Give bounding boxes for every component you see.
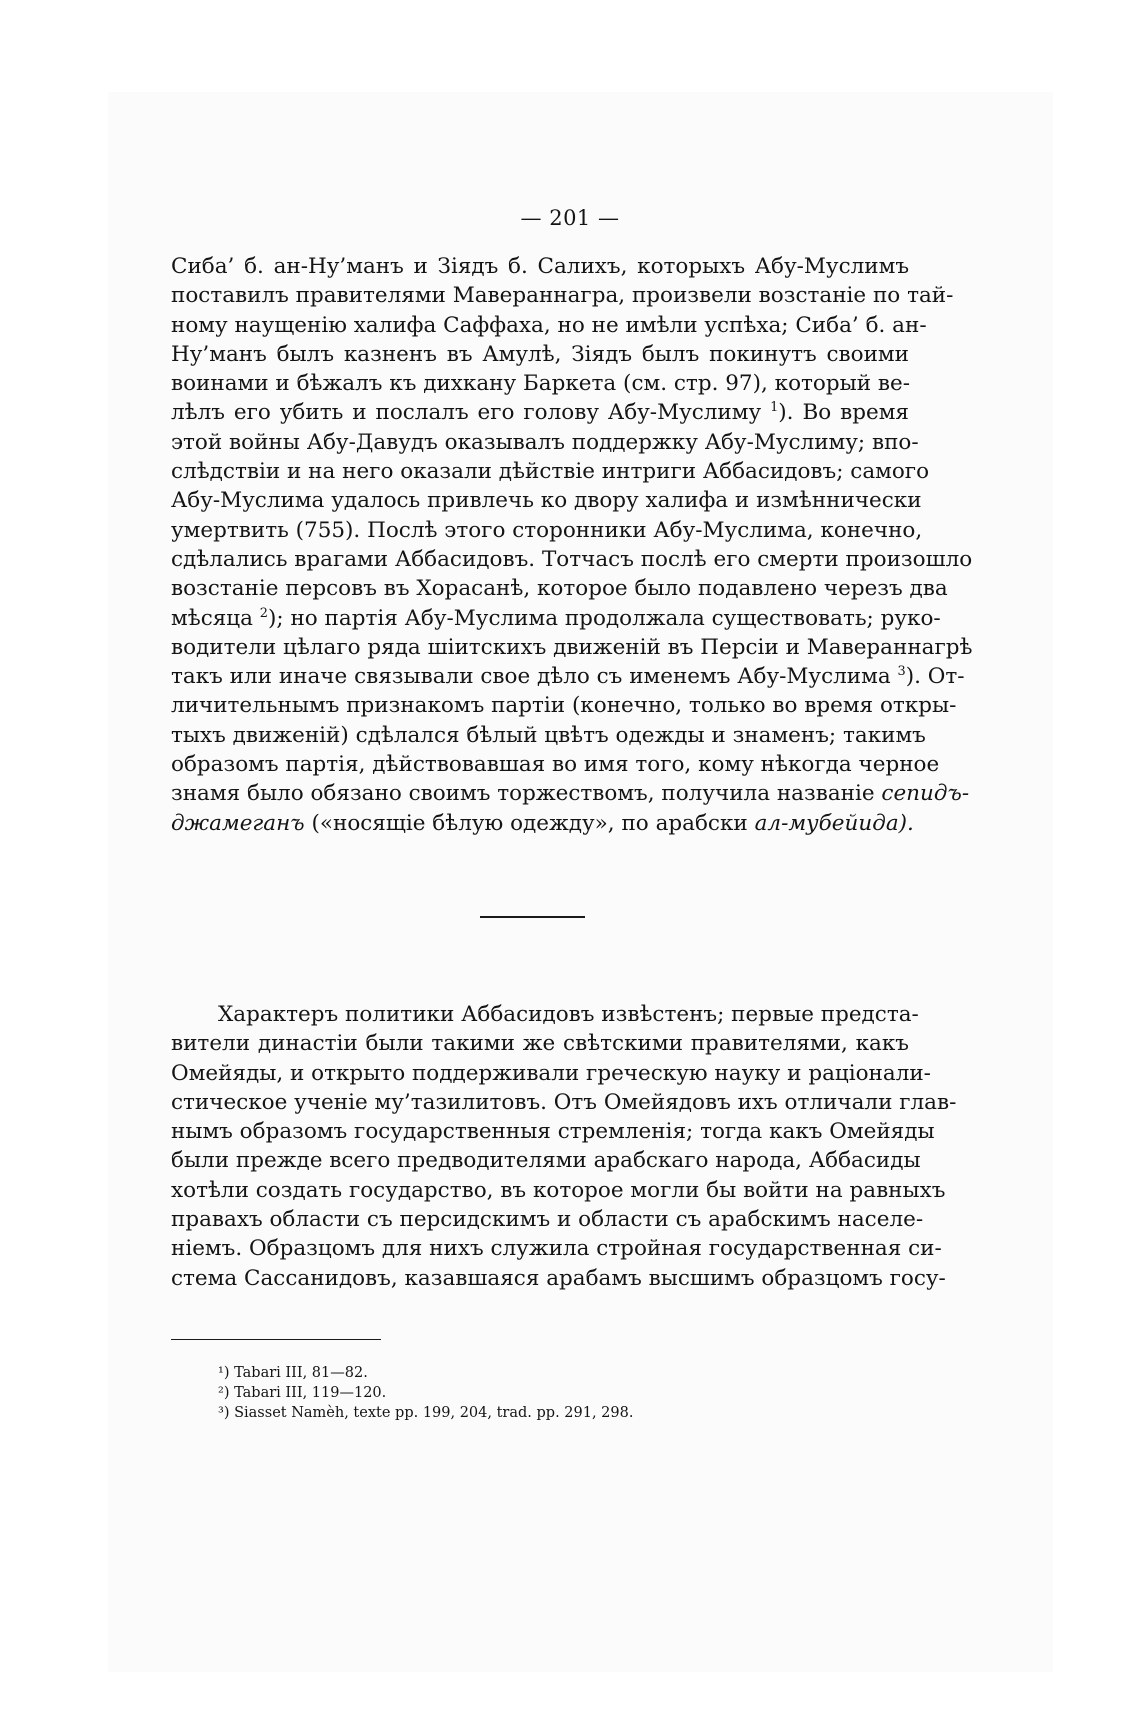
- text-line: [171, 398, 909, 427]
- text-line: ному наущенію халифа Саффаха, но не имѣли успѣха; Сиба’ б. ан-: [171, 312, 927, 338]
- text-line: умертвить (755). Послѣ этого сторонники Абу-Муслима, конечно,: [171, 517, 923, 543]
- paragraph-1: [171, 252, 973, 838]
- text-line: [171, 779, 970, 808]
- footnote-text: Siasset Namèh, texte pp. 199, 204, trad. pp. 291, 298.: [234, 1405, 634, 1421]
- italic-term: сепидъ-: [881, 781, 970, 807]
- line-text: ); но партія Абу-Муслима продолжала существовать; руко-: [267, 605, 941, 631]
- text-line: Ну’манъ былъ казненъ въ Амулѣ, Зіядъ былъ покинутъ своими: [171, 341, 909, 367]
- text-line: [171, 662, 965, 691]
- text-line: [171, 809, 914, 838]
- footnote-mark: ³): [218, 1405, 230, 1421]
- footnote-mark: ¹): [218, 1365, 230, 1381]
- text-line: возстаніе персовъ въ Хорасанѣ, которое было подавлено черезъ два: [171, 576, 948, 602]
- text-line: нымъ образомъ государственныя стремленія; тогда какъ Омейяды: [171, 1119, 935, 1145]
- text-line: Омейяды, и открыто поддерживали греческую науку и раціонали-: [171, 1060, 931, 1086]
- italic-term: ал-мубейида).: [754, 810, 914, 836]
- text-line: стическое ученіе му’тазилитовъ. Отъ Омейядовъ ихъ отличали глав-: [171, 1089, 957, 1115]
- text-line: были прежде всего предводителями арабскаго народа, Аббасиды: [171, 1148, 921, 1174]
- text-line: слѣдствіи и на него оказали дѣйствіе интриги Аббасидовъ; самого: [171, 459, 930, 485]
- text-line: стема Сассанидовъ, казавшаяся арабамъ высшимъ образцомъ госу-: [171, 1265, 946, 1291]
- footnote-mark: ²): [218, 1385, 230, 1401]
- text-line: [171, 604, 941, 633]
- text-line: правахъ области съ персидскимъ и области съ арабскимъ населе-: [171, 1207, 924, 1233]
- text-line: хотѣли создать государство, въ которое могли бы войти на равныхъ: [171, 1177, 946, 1203]
- text-line: личительнымъ признакомъ партіи (конечно, только во время откры-: [171, 693, 957, 719]
- line-text: такъ или иначе связывали свое дѣло съ именемъ Абу-Муслима: [171, 664, 891, 690]
- italic-term: джамеганъ: [171, 810, 305, 836]
- page-number: — 201 —: [520, 206, 620, 230]
- text-line: тыхъ движеній) сдѣлался бѣлый цвѣтъ одежды и знаменъ; такимъ: [171, 722, 926, 748]
- line-text: ). Во время: [778, 400, 909, 426]
- text-line: сдѣлались врагами Аббасидовъ. Тотчасъ послѣ его смерти произошло: [171, 546, 973, 572]
- line-text: («носящіе бѣлую одежду», по арабски: [311, 810, 748, 836]
- text-line: Сиба’ б. ан-Ну’манъ и Зіядъ б. Салихъ, которыхъ Абу-Муслимъ: [171, 254, 909, 279]
- text-line: вители династіи были такими же свѣтскими правителями, какъ: [171, 1031, 909, 1057]
- footnote: [218, 1383, 633, 1403]
- line-text: лѣлъ его убить и послалъ его голову Абу-Муслиму: [171, 400, 762, 426]
- text-line: водители цѣлаго ряда шіитскихъ движеній въ Персіи и Мавераннагрѣ: [171, 634, 973, 660]
- line-text: знамя было обязано своимъ торжествомъ, получила названіе: [171, 781, 875, 807]
- text-line: образомъ партія, дѣйствовавшая во имя того, кому нѣкогда черное: [171, 752, 940, 778]
- footnote-mark-2: 2: [259, 605, 268, 621]
- text-line: поставилъ правителями Мавераннагра, произвели возстаніе по тай-: [171, 283, 954, 309]
- footnote-mark-1: 1: [770, 400, 779, 416]
- footnotes: [218, 1363, 633, 1423]
- footnote: [218, 1403, 633, 1423]
- text-line: ніемъ. Образцомъ для нихъ служила стройная государственная си-: [171, 1236, 942, 1262]
- footnote: [218, 1363, 633, 1383]
- footnote-divider: [171, 1339, 381, 1340]
- line-text: ). От-: [905, 664, 965, 690]
- footnote-mark-3: 3: [897, 664, 906, 679]
- footnote-text: Tabari III, 119—120.: [234, 1385, 387, 1401]
- text-line: этой войны Абу-Давудъ оказывалъ поддержку Абу-Муслиму; впо-: [171, 429, 919, 455]
- footnote-text: Tabari III, 81—82.: [234, 1365, 368, 1381]
- paragraph-2: [171, 1000, 957, 1293]
- line-text: мѣсяца: [171, 605, 253, 631]
- text-line: Характеръ политики Аббасидовъ извѣстенъ; первые предста-: [218, 1002, 919, 1027]
- text-line: воинами и бѣжалъ къ дихкану Баркета (см. стр. 97), который ве-: [171, 371, 911, 397]
- section-divider: [480, 916, 585, 918]
- text-line: Абу-Муслима удалось привлечь ко двору халифа и измѣннически: [171, 488, 922, 514]
